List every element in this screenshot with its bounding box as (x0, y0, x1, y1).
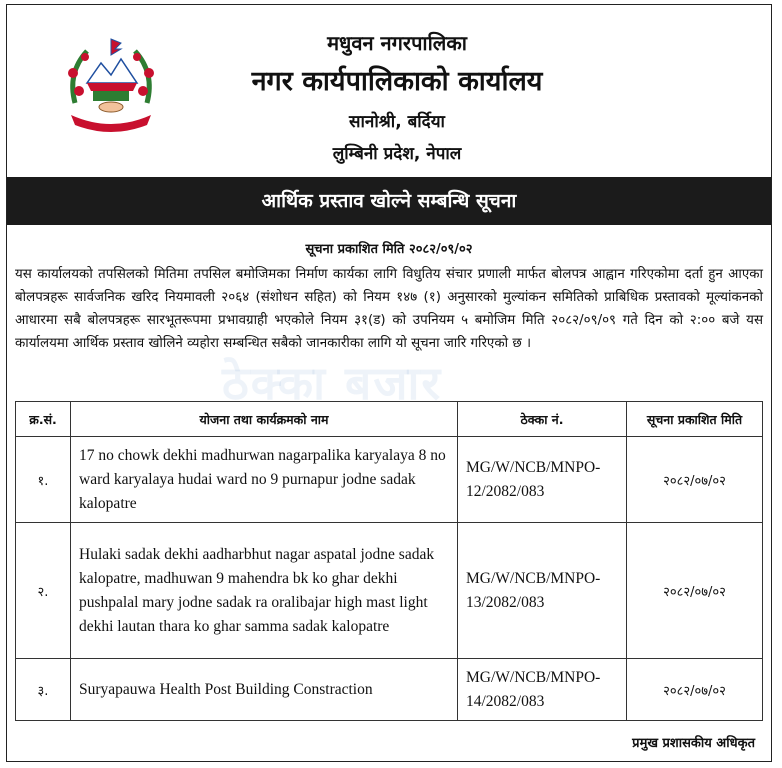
table-row (16, 659, 763, 721)
header-serial: क्र.सं. (16, 402, 71, 437)
table-header-row (16, 402, 763, 437)
municipality-name: मधुवन नगरपालिका (327, 31, 467, 55)
row-date: २०८२/०७/०२ (627, 437, 763, 523)
table-row (16, 523, 763, 659)
row-date: २०८२/०७/०२ (627, 523, 763, 659)
letterhead (7, 5, 773, 175)
row-project-name: Hulaki sadak dekhi aadharbhut nagar aspatal jodne sadak kalopatre, madhuwan 9 mahendra bk ko ghar dekhi pushpalal mary jodne sadak ra oralibajar high mast light dekhi lautan thara ko ghar samma sadak kalopatre (71, 523, 458, 659)
header-project-name: योजना तथा कार्यक्रमको नाम (71, 402, 458, 437)
province-name: लुम्बिनी प्रदेश, नेपाल (332, 144, 462, 164)
row-serial: २. (16, 523, 71, 659)
table-row (16, 437, 763, 523)
published-date: सूचना प्रकाशित मिति २०८२/०९/०२ (305, 242, 473, 257)
notice-title-banner: आर्थिक प्रस्ताव खोल्ने सम्बन्धि सूचना (7, 177, 771, 225)
row-serial: १. (16, 437, 71, 523)
notice-body: यस कार्यालयको तपसिलको मितिमा तपसिल बमोजिमका निर्माण कार्यका लागि विधुतिय संचार प्रणाली मार्फत बोलपत्र आह्वान गरिएकोमा दर्ता हुन आएका बोलपत्रहरू सार्वजनिक खरिद नियमावली २०६४ (संशोधन सहित) को नियम १४७ (१) अनुसारको मुल्यांकन समितिको प्राबिधिक प्रस्तावको मूल्यांकनको आधारमा सबै बोलपत्रहरू सारभूतरूपमा प्रभावग्राही भएकोले नियम ३१(ड) को उपनियम ५ बमोजिम मिति २०८२/०९/०९ गते दिन को २:०० बजे यस कार्यालयमा आर्थिक प्रस्ताव खोलिने व्यहोरा सम्बन्धित सबैको जानकारीका लागि यो सूचना जारि गरिएको छ । (15, 267, 763, 351)
notice-frame (6, 4, 772, 762)
row-serial: ३. (16, 659, 71, 721)
row-contract-no: MG/W/NCB/MNPO-13/2082/083 (458, 523, 627, 659)
row-contract-no: MG/W/NCB/MNPO-12/2082/083 (458, 437, 627, 523)
project-table (15, 401, 763, 721)
row-project-name: 17 no chowk dekhi madhurwan nagarpalika karyalaya 8 no ward karyalaya hudai ward no 9 purnapur jodne sadak kalopatre (71, 437, 458, 523)
office-address: सानोश्री, बर्दिया (349, 112, 445, 132)
signoff-title: प्रमुख प्रशासकीय अधिकृत (632, 736, 755, 751)
nepal-emblem-icon (57, 33, 165, 133)
watermark: ठेक्का बजार (222, 356, 443, 410)
office-name: नगर कार्यपालिकाको कार्यालय (251, 66, 543, 97)
header-published-date: सूचना प्रकाशित मिति (627, 402, 763, 437)
row-contract-no: MG/W/NCB/MNPO-14/2082/083 (458, 659, 627, 721)
header-contract-no: ठेक्का नं. (458, 402, 627, 437)
row-date: २०८२/०७/०२ (627, 659, 763, 721)
row-project-name: Suryapauwa Health Post Building Constraction (71, 659, 458, 721)
